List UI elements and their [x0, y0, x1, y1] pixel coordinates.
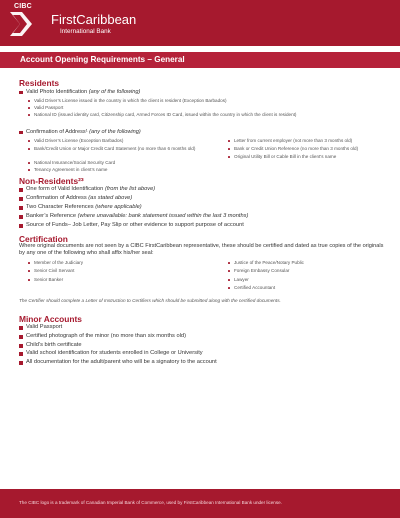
- list-item: Valid school identification for students enrolled in College or University: [19, 350, 203, 356]
- minor-accounts-heading: Minor Accounts: [19, 314, 82, 324]
- list-item: National Insurance/Social Security Card: [28, 160, 218, 166]
- list-item: Valid Driver’s License issued in the country in which the client is resident (Exception Barbados): [28, 98, 368, 104]
- address-label: Confirmation of Address¹: [26, 129, 90, 135]
- list-item: Lawyer: [228, 277, 388, 283]
- residents-heading: Residents: [19, 78, 60, 88]
- brand-subtitle: International Bank: [60, 28, 111, 35]
- logo-text: CIBC: [14, 3, 32, 10]
- header-banner: [0, 0, 400, 46]
- list-item: Member of the Judiciary: [28, 260, 208, 266]
- certifier-note: The Certifier should complete a Letter of Instruction to Certifiers which should be submitted along with the certified documents.: [19, 298, 281, 303]
- footer-trademark-text: The CIBC logo is a trademark of Canadian Imperial Bank of Commerce, used by FirstCaribbean International Bank under license.: [19, 500, 282, 505]
- list-item: National ID (issued identity card, Citizenship card, Armed Forces ID Card, issued within the country in which the client is resident): [28, 112, 368, 118]
- address-item: [19, 128, 141, 137]
- certification-heading: Certification: [19, 234, 68, 244]
- photo-id-item: [19, 88, 140, 97]
- list-item: All documentation for the adult/parent who will be a signatory to the account: [19, 359, 217, 365]
- list-item: Foreign Embassy Consular: [228, 268, 388, 274]
- address-note: (any of the following): [89, 129, 141, 135]
- list-item: Certified Accountant: [228, 285, 388, 291]
- list-item: Letter from current employer (not more than 3 months old): [228, 138, 388, 144]
- list-item: Bank or Credit Union Reference (no more than 3 months old): [228, 146, 388, 152]
- list-item: Senior Civil Servant: [28, 268, 208, 274]
- list-item: Two Character References (where applicable): [19, 204, 142, 210]
- non-residents-heading: Non-Residents²³: [19, 176, 84, 186]
- photo-id-note: (any of the following): [88, 89, 141, 95]
- list-item: Source of Funds– Job Letter, Pay Slip or other evidence to support purpose of account: [19, 222, 244, 228]
- list-item: Valid Passport: [19, 324, 62, 330]
- list-item: Banker’s Reference (where unavailable: bank statement issued within the last 3 months): [19, 213, 248, 219]
- list-item: Senior Banker: [28, 277, 208, 283]
- list-item: Confirmation of Address (as stated above): [19, 195, 132, 201]
- list-item: Bank/Credit Union or Major Credit Card Statement (no more than 6 months old): [28, 146, 218, 152]
- brand-name: FirstCaribbean: [51, 12, 137, 27]
- list-item: Child’s birth certificate: [19, 342, 82, 348]
- page-title: Account Opening Requirements – General: [20, 55, 185, 64]
- list-item: One form of Valid Identification (from the list above): [19, 186, 155, 192]
- page-title-bar: [0, 52, 400, 68]
- list-item: Valid Driver’s License (Exception Barbados): [28, 138, 218, 144]
- list-item: Valid Passport: [28, 105, 368, 111]
- list-item: Tenancy Agreement in client’s name: [28, 167, 218, 173]
- list-item: Justice of the Peace/Notary Public: [228, 260, 388, 266]
- cibc-logo-icon: [10, 12, 44, 36]
- list-item: Certified photograph of the minor (no more than six months old): [19, 333, 186, 339]
- list-item: Original Utility Bill or Cable Bill in the client’s name: [228, 154, 388, 160]
- photo-id-label: Valid Photo Identification: [26, 89, 89, 95]
- certification-paragraph: Where original documents are not seen by a CIBC FirstCaribbean representative, these should be certified and dated as true copies of the originals by any one of the following who shall affix his/her seal:: [19, 243, 384, 257]
- footer-banner: [0, 489, 400, 518]
